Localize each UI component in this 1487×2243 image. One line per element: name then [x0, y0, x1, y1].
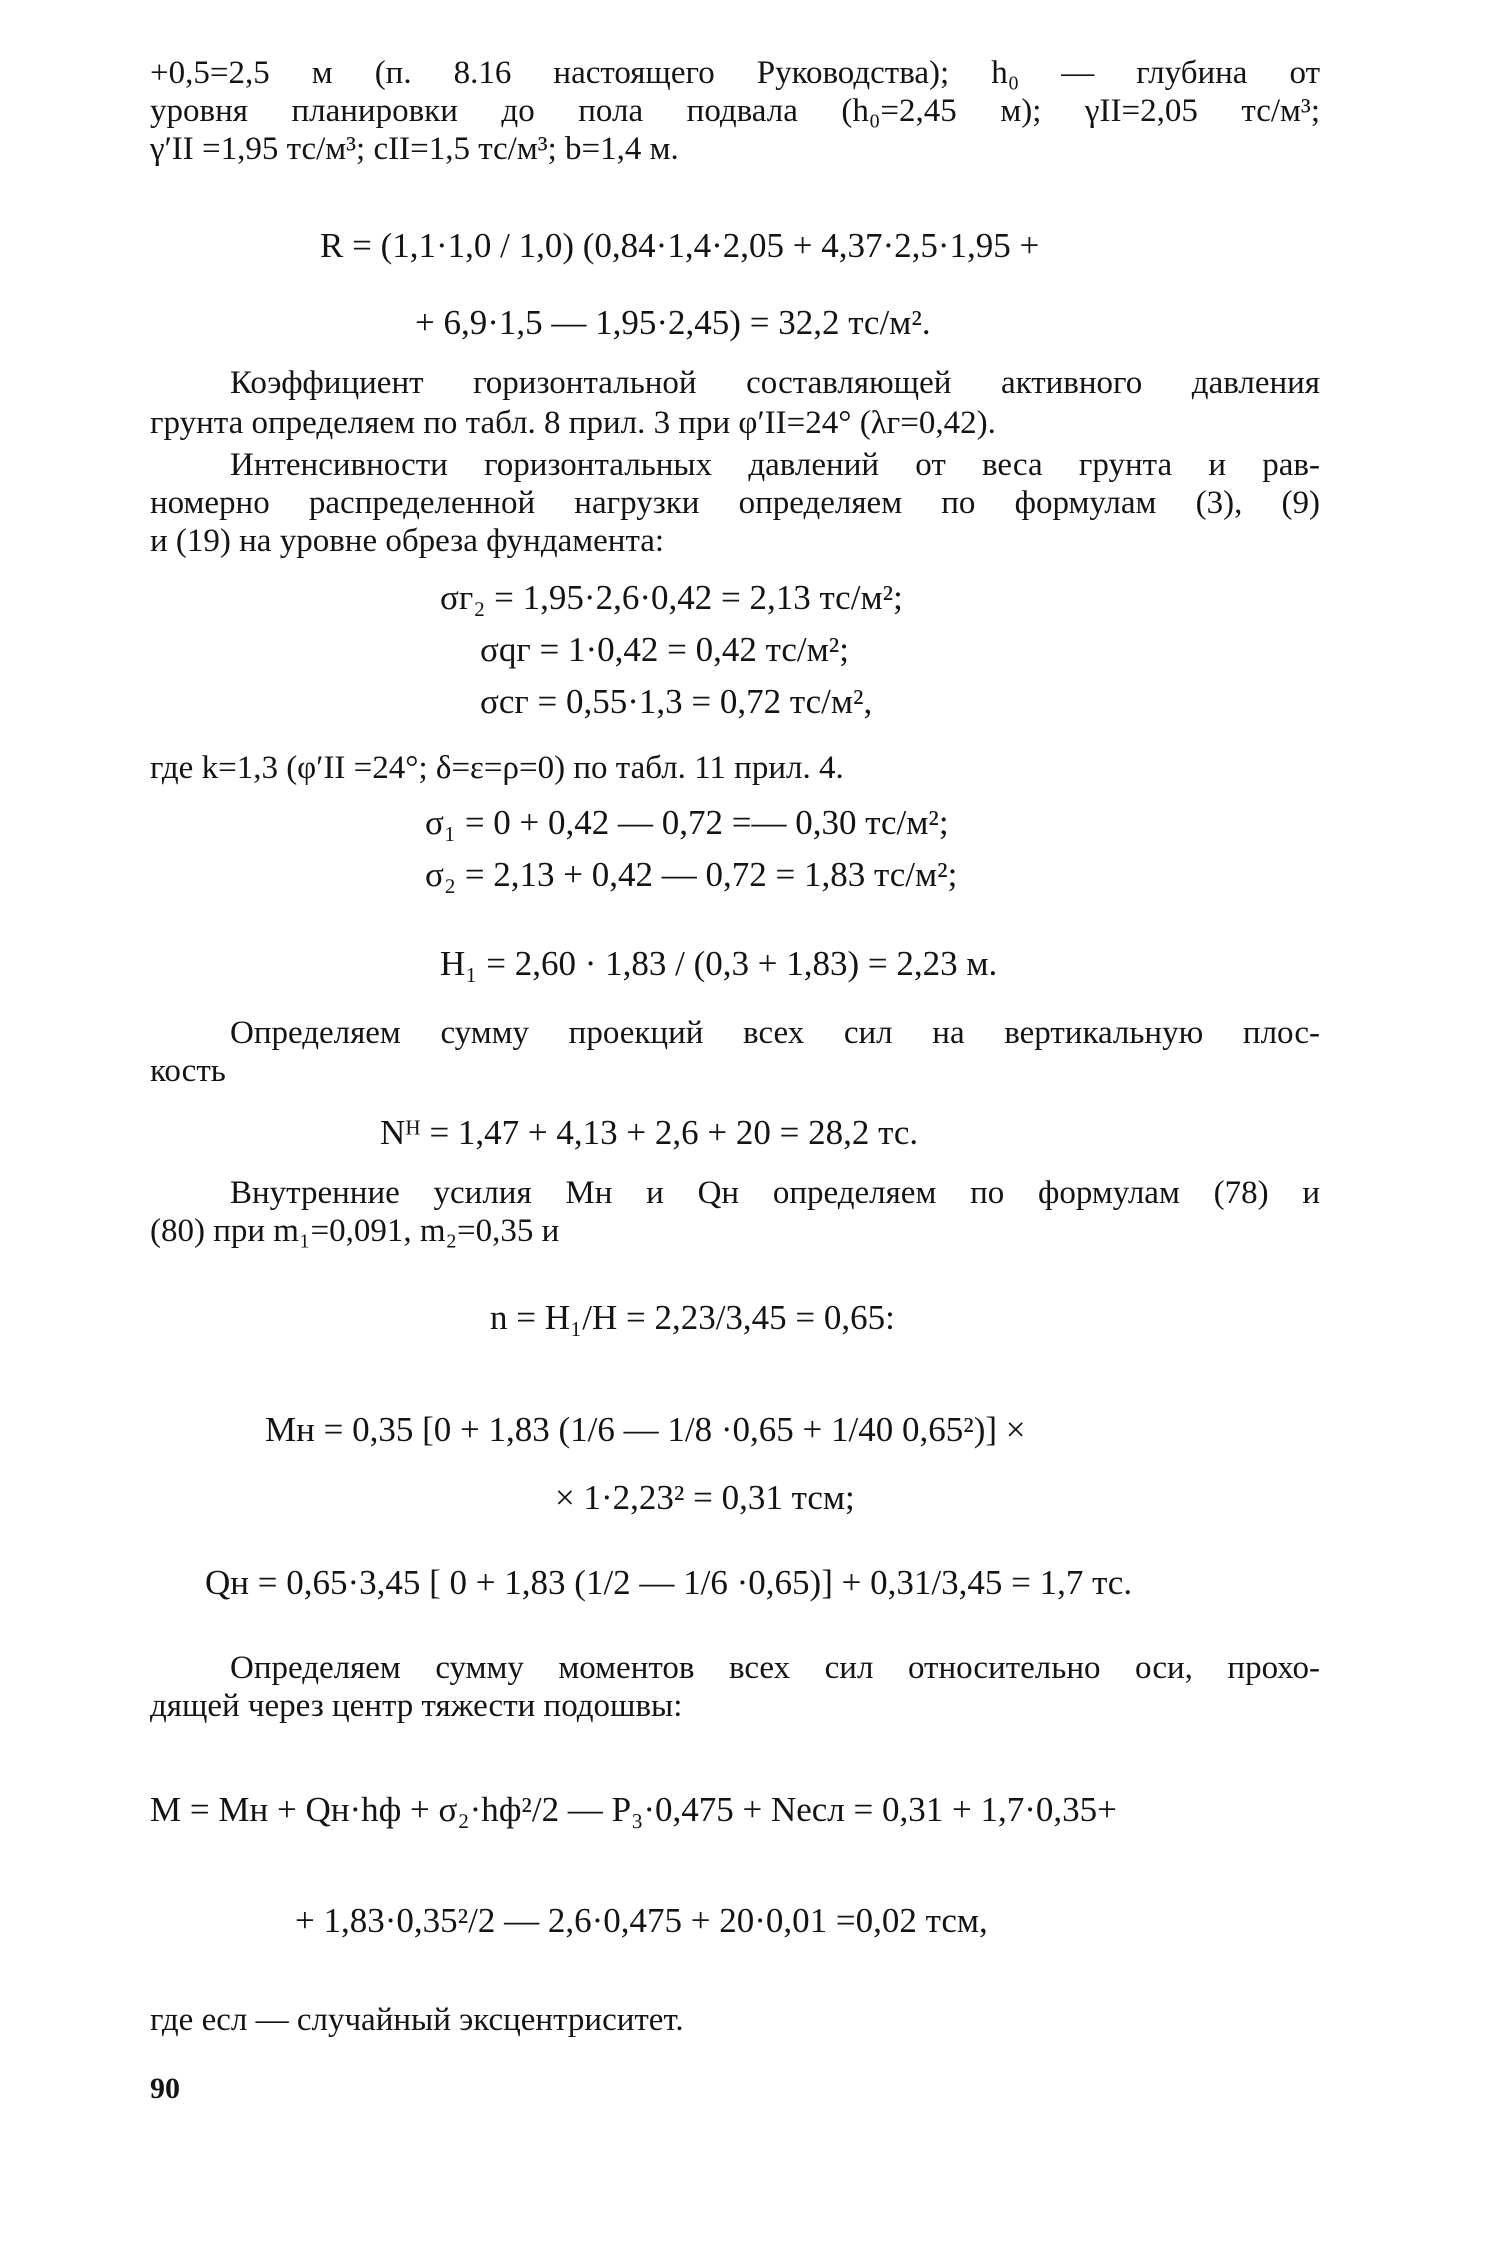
- formula-line: σсг = 0,55·1,3 = 0,72 тс/м²,: [480, 682, 873, 721]
- formula-line: σг₂ = 1,95·2,6·0,42 = 2,13 тс/м²;: [440, 578, 903, 617]
- text-line: и (19) на уровне обреза фундамента:: [150, 523, 665, 559]
- text-line: дящей через центр тяжести подошвы:: [150, 1688, 683, 1724]
- formula-line: σqг = 1·0,42 = 0,42 тс/м²;: [480, 630, 849, 669]
- formula-line: × 1·2,23² = 0,31 тсм;: [555, 1478, 855, 1517]
- text-line: +0,5=2,5 м (п. 8.16 настоящего Руководства); h₀ — глубина от: [150, 55, 1320, 91]
- text-line: уровня планировки до пола подвала (h₀=2,45 м); γII=2,05 тс/м³;: [150, 93, 1320, 129]
- formula-line: M = Mн + Qн·hф + σ₂·hф²/2 — P₃·0,475 + Neсл = 0,31 + 1,7·0,35+: [150, 1790, 1117, 1829]
- text-line: где k=1,3 (φ′II =24°; δ=ε=ρ=0) по табл. 11 прил. 4.: [150, 750, 844, 786]
- formula-line: σ₂ = 2,13 + 0,42 — 0,72 = 1,83 тс/м²;: [425, 855, 958, 894]
- formula-line: n = H₁/H = 2,23/3,45 = 0,65:: [490, 1298, 895, 1337]
- text-line: грунта определяем по табл. 8 прил. 3 при φ′II=24° (λг=0,42).: [150, 405, 996, 441]
- text-line: Интенсивности горизонтальных давлений от веса грунта и рав-: [230, 447, 1320, 483]
- formula-line: σ₁ = 0 + 0,42 — 0,72 =— 0,30 тс/м²;: [425, 803, 949, 842]
- formula-line: Qн = 0,65·3,45 [ 0 + 1,83 (1/2 — 1/6 ·0,65)] + 0,31/3,45 = 1,7 тс.: [205, 1563, 1133, 1602]
- text-line: Определяем сумму проекций всех сил на вертикальную плос-: [230, 1015, 1320, 1051]
- text-line: Коэффициент горизонтальной составляющей активного давления: [230, 365, 1320, 401]
- text-line: γ′II =1,95 тс/м³; cII=1,5 тс/м³; b=1,4 м.: [150, 131, 679, 167]
- text-line: кость: [150, 1053, 226, 1089]
- formula-line: Mн = 0,35 [0 + 1,83 (1/6 — 1/8 ·0,65 + 1/40 0,65²)] ×: [265, 1410, 1026, 1449]
- formula-line: Nᴴ = 1,47 + 4,13 + 2,6 + 20 = 28,2 тс.: [380, 1113, 919, 1152]
- formula-line: R = (1,1·1,0 / 1,0) (0,84·1,4·2,05 + 4,37·2,5·1,95 +: [320, 226, 1040, 265]
- page-number: 90: [150, 2072, 180, 2105]
- text-line: (80) при m₁=0,091, m₂=0,35 и: [150, 1213, 560, 1249]
- text-line: Внутренние усилия Mн и Qн определяем по формулам (78) и: [230, 1175, 1320, 1211]
- text-line: Определяем сумму моментов всех сил относительно оси, прохо-: [230, 1650, 1320, 1686]
- formula-line: H₁ = 2,60 · 1,83 / (0,3 + 1,83) = 2,23 м.: [440, 944, 998, 983]
- text-line: номерно распределенной нагрузки определяем по формулам (3), (9): [150, 485, 1320, 521]
- formula-line: + 1,83·0,35²/2 — 2,6·0,475 + 20·0,01 =0,02 тсм,: [295, 1901, 988, 1940]
- formula-line: + 6,9·1,5 — 1,95·2,45) = 32,2 тс/м².: [415, 303, 931, 342]
- text-line: где eсл — случайный эксцентриситет.: [150, 2002, 684, 2038]
